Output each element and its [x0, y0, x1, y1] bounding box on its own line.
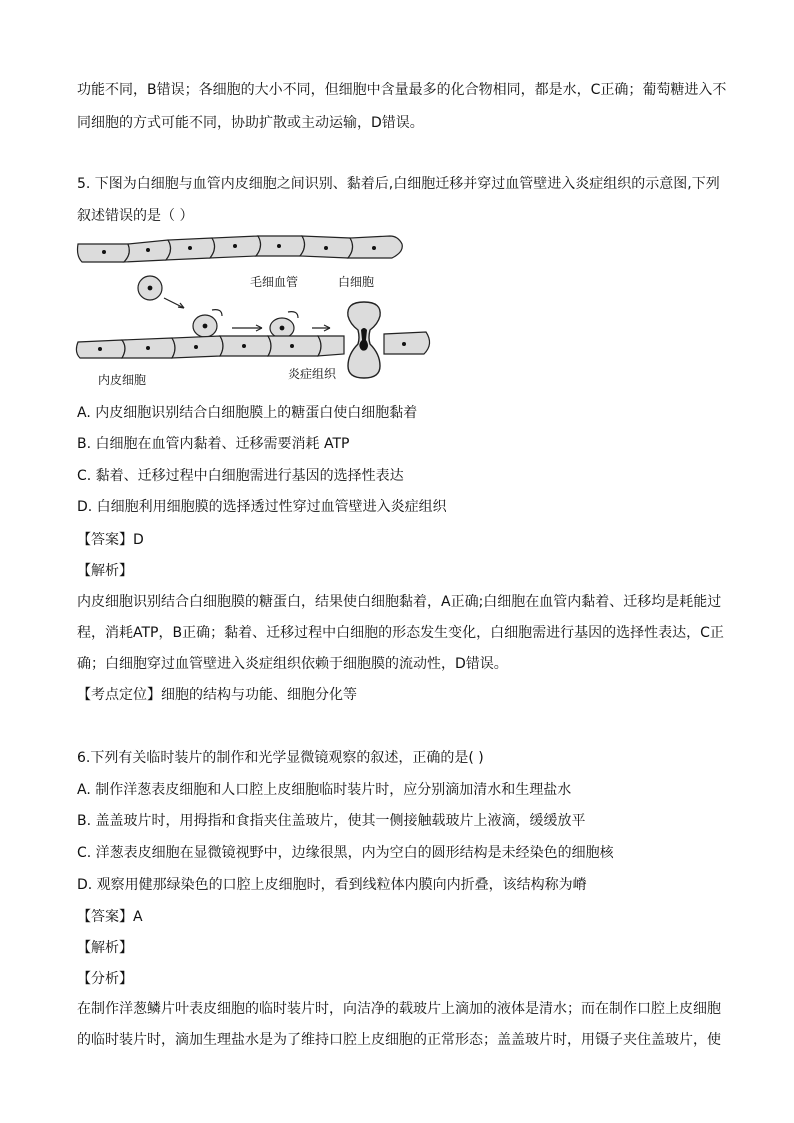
leukocyte-migration-figure: [72, 230, 442, 390]
white-blood-cell-transmigrating: [348, 302, 380, 378]
analysis-subheading: 【分析】: [77, 971, 133, 987]
question-6-stem: 6.下列有关临时装片的制作和光学显微镜观察的叙述，正确的是( ): [77, 750, 484, 766]
text-line: 同细胞的方式可能不同，协助扩散或主动运输，D错误。: [77, 115, 424, 131]
label-endothelial-cell: 内皮细胞: [98, 373, 147, 387]
option-b: B. 白细胞在血管内黏着、迁移需要消耗 ATP: [77, 436, 350, 452]
option-a: A. 制作洋葱表皮细胞和人口腔上皮细胞临时装片时，应分别滴加清水和生理盐水: [77, 782, 572, 798]
label-inflammatory-tissue: 炎症组织: [288, 367, 337, 381]
text-line: 功能不同，B错误；各细胞的大小不同，但细胞中含量最多的化合物相同，都是水，C正确；葡萄糖进入不: [77, 82, 727, 98]
option-c: C. 黏着、迁移过程中白细胞需进行基因的选择性表达: [77, 468, 404, 484]
analysis-text: 在制作洋葱鳞片叶表皮细胞的临时装片时，向洁净的载玻片上滴加的液体是清水；而在制作口腔上皮细胞: [77, 1001, 721, 1017]
capillary-top-wall: [78, 236, 403, 262]
question-5-stem: 5. 下图为白细胞与血管内皮细胞之间识别、黏着后,白细胞迁移并穿过血管壁进入炎症组织的示意图,下列: [77, 176, 720, 192]
option-c: C. 洋葱表皮细胞在显微镜视野中，边缘很黑，内为空白的圆形结构是未经染色的细胞核: [77, 845, 614, 861]
answer-label: 【答案】D: [77, 532, 144, 548]
analysis-text: 内皮细胞识别结合白细胞膜的糖蛋白，结果使白细胞黏着，A正确;白细胞在血管内黏着、迁移均是耗能过: [77, 594, 722, 610]
analysis-text: 确；白细胞穿过血管壁进入炎症组织依赖于细胞膜的流动性，D错误。: [77, 656, 508, 672]
white-blood-cell-adhering: [270, 318, 294, 338]
topic-location: 【考点定位】细胞的结构与功能、细胞分化等: [77, 687, 357, 703]
option-d: D. 白细胞利用细胞膜的选择透过性穿过血管壁进入炎症组织: [77, 499, 447, 515]
option-a: A. 内皮细胞识别结合白细胞膜上的糖蛋白使白细胞黏着: [77, 405, 418, 421]
option-d: D. 观察用健那绿染色的口腔上皮细胞时，看到线粒体内膜向内折叠，该结构称为嵴: [77, 877, 587, 893]
question-5-stem: 叙述错误的是（ ）: [77, 208, 194, 224]
analysis-heading: 【解析】: [77, 563, 133, 579]
option-b: B. 盖盖玻片时，用拇指和食指夹住盖玻片，使其一侧接触载玻片上液滴，缓缓放平: [77, 813, 586, 829]
analysis-heading: 【解析】: [77, 940, 133, 956]
label-capillary: 毛细血管: [250, 275, 299, 289]
white-blood-cell-free: [138, 276, 162, 300]
white-blood-cell-rolling: [193, 315, 217, 337]
analysis-text: 的临时装片时，滴加生理盐水是为了维持口腔上皮细胞的正常形态；盖盖玻片时，用镊子夹住盖玻片，使: [77, 1032, 721, 1048]
answer-label: 【答案】A: [77, 909, 143, 925]
label-white-blood-cell: 白细胞: [338, 275, 375, 289]
analysis-text: 程，消耗ATP，B正确；黏着、迁移过程中白细胞的形态发生变化，白细胞需进行基因的选择性表达，C正: [77, 625, 724, 641]
arrow-icon: [164, 298, 184, 308]
